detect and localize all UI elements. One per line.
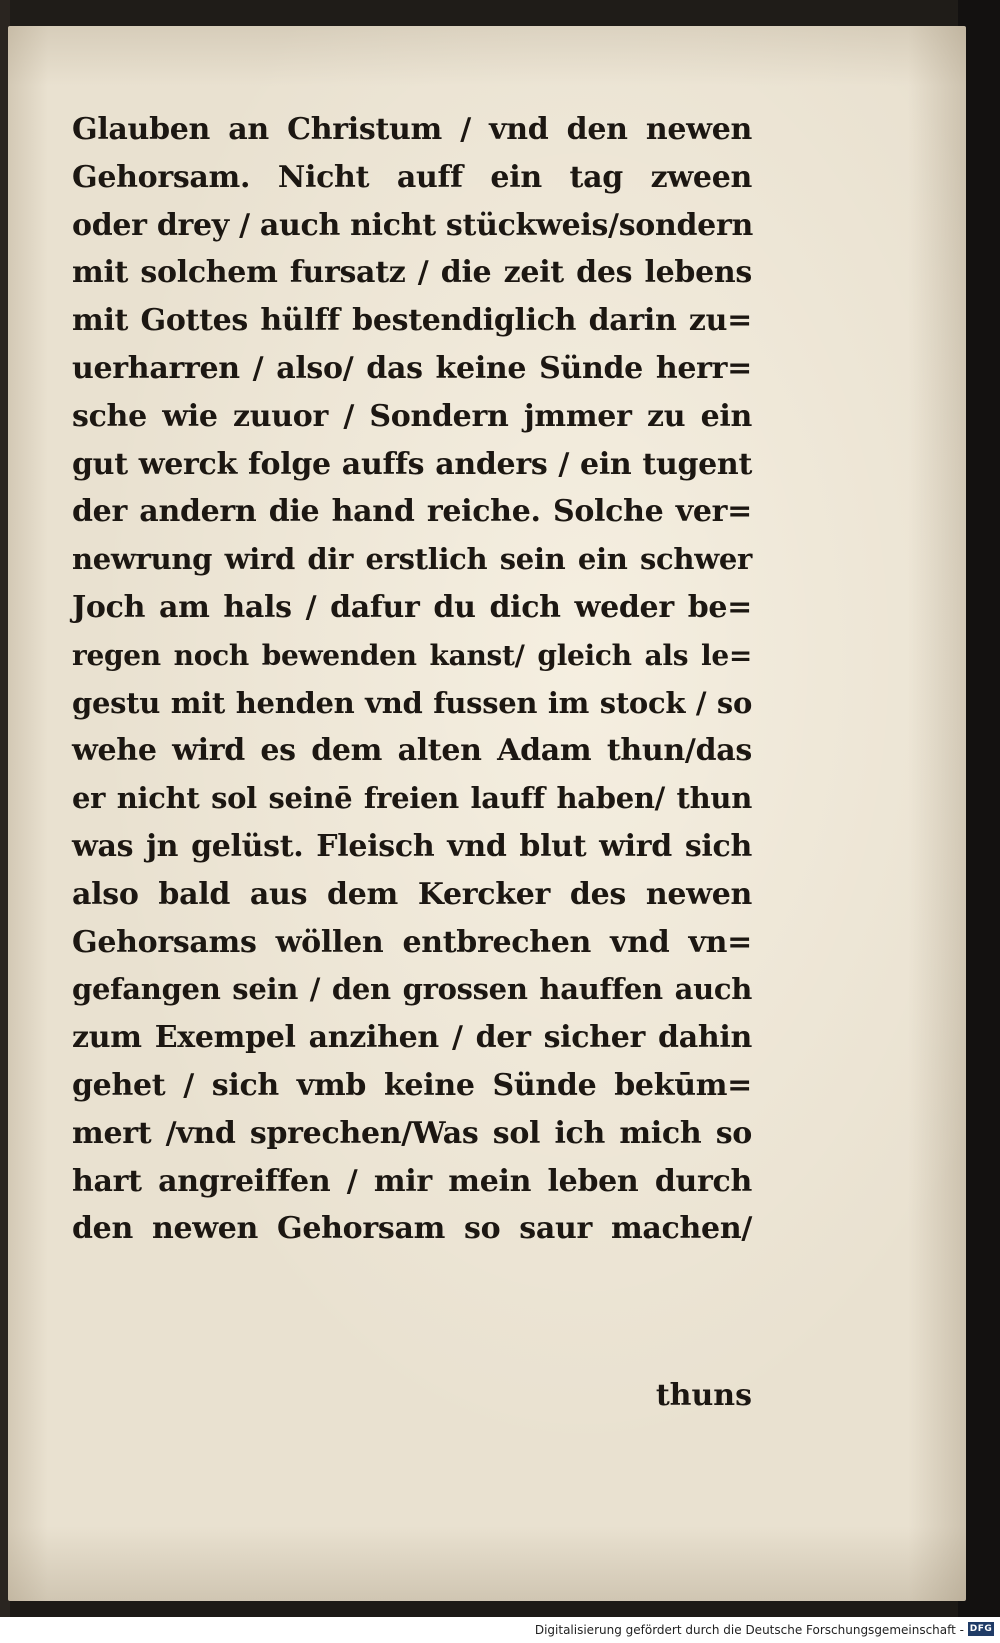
dfg-logo-icon: DFG — [969, 1624, 993, 1634]
text-line: wehe wird es dem alten Adam thun/das — [72, 733, 752, 769]
text-line: also bald aus dem Kercker des newen — [72, 876, 752, 912]
text-line: was jn gelüst. Fleisch vnd blut wird sich — [72, 828, 752, 864]
text-line: newrung wird dir erstlich sein ein schwer — [72, 542, 752, 577]
text-line: sche wie zuuor / Sondern jmmer zu ein — [72, 398, 752, 434]
text-line: gehet / sich vmb keine Sünde bekūm= — [72, 1067, 752, 1103]
text-line: oder drey / auch nicht stückweis/sondern — [72, 207, 753, 243]
scan-top-edge — [0, 0, 1000, 26]
text-line: gut werck folge auffs anders / ein tugent — [72, 446, 752, 482]
text-line: Gehorsams wöllen entbrechen vnd vn= — [72, 924, 752, 960]
text-line: regen noch bewenden kanst/ gleich als le= — [72, 638, 752, 672]
text-line: mit solchem fursatz / die zeit des lebens — [72, 255, 752, 291]
text-line: mert /vnd sprechen/Was sol ich mich so — [72, 1115, 752, 1151]
text-line: mit Gottes hülff bestendiglich darin zu= — [72, 303, 752, 339]
text-line: uerharren / also/ das keine Sünde herr= — [72, 350, 752, 386]
text-line: den newen Gehorsam so saur machen/ — [72, 1211, 752, 1247]
text-line: gestu mit henden vnd fussen im stock / so — [72, 685, 752, 720]
text-line: Glauben an Christum / vnd den newen — [72, 112, 752, 147]
digitization-footer — [0, 1617, 1000, 1643]
text-line: der andern die hand reiche. Solche ver= — [72, 494, 752, 530]
text-line: gefangen sein / den grossen hauffen auch — [72, 972, 752, 1007]
text-line: er nicht sol seinē freien lauff haben/ thun — [72, 781, 752, 816]
page-text-block — [72, 106, 753, 1413]
book-page — [8, 26, 966, 1601]
text-line: hart angreiffen / mir mein leben durch — [72, 1163, 752, 1199]
text-line: Gehorsam. Nicht auff ein tag zween — [72, 159, 752, 195]
text-line: Joch am hals / dafur du dich weder be= — [72, 589, 752, 625]
text-line: zum Exempel anzihen / der sicher dahin — [72, 1020, 752, 1056]
funding-credit: Digitalisierung gefördert durch die Deutsche Forschungsgemeinschaft - — [534, 1623, 964, 1637]
catchword: thuns — [655, 1378, 752, 1413]
